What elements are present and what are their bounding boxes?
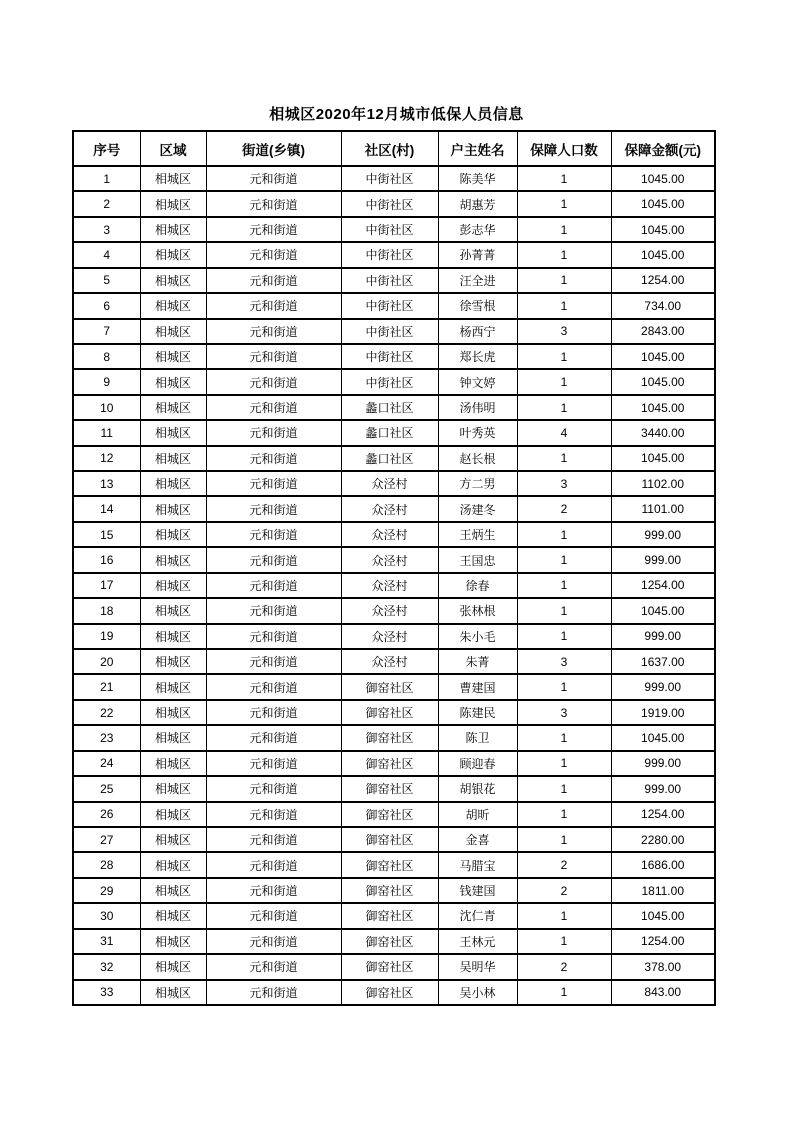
cell-householder-name: 王林元	[438, 929, 517, 954]
cell-benefit-amount: 1045.00	[611, 217, 715, 242]
cell-serial-number: 33	[73, 980, 140, 1006]
cell-serial-number: 23	[73, 725, 140, 750]
cell-serial-number: 1	[73, 166, 140, 191]
cell-community-village: 中街社区	[341, 293, 438, 318]
cell-householder-name: 陈建民	[438, 700, 517, 725]
cell-serial-number: 12	[73, 446, 140, 471]
cell-benefit-amount: 1045.00	[611, 446, 715, 471]
cell-covered-population: 2	[517, 878, 611, 903]
cell-community-village: 中街社区	[341, 369, 438, 394]
cell-serial-number: 26	[73, 802, 140, 827]
cell-benefit-amount: 3440.00	[611, 420, 715, 445]
cell-benefit-amount: 1637.00	[611, 649, 715, 674]
cell-benefit-amount: 1045.00	[611, 242, 715, 267]
cell-community-village: 御窑社区	[341, 852, 438, 877]
table-row	[73, 598, 715, 623]
cell-street-township: 元和街道	[206, 217, 341, 242]
cell-street-township: 元和街道	[206, 522, 341, 547]
column-header-region: 区域	[140, 131, 206, 166]
cell-householder-name: 孙菁菁	[438, 242, 517, 267]
table-row	[73, 319, 715, 344]
cell-covered-population: 1	[517, 776, 611, 801]
cell-benefit-amount: 2280.00	[611, 827, 715, 852]
cell-benefit-amount: 1045.00	[611, 344, 715, 369]
cell-community-village: 御窑社区	[341, 751, 438, 776]
table-row	[73, 522, 715, 547]
cell-street-township: 元和街道	[206, 319, 341, 344]
cell-householder-name: 吴小林	[438, 980, 517, 1006]
cell-street-township: 元和街道	[206, 471, 341, 496]
cell-street-township: 元和街道	[206, 344, 341, 369]
cell-covered-population: 1	[517, 751, 611, 776]
table-row	[73, 166, 715, 191]
cell-serial-number: 4	[73, 242, 140, 267]
cell-street-township: 元和街道	[206, 776, 341, 801]
column-header-covered-population: 保障人口数	[517, 131, 611, 166]
cell-covered-population: 1	[517, 802, 611, 827]
cell-street-township: 元和街道	[206, 166, 341, 191]
column-header-serial-number: 序号	[73, 131, 140, 166]
table-row	[73, 217, 715, 242]
column-header-community-village: 社区(村)	[341, 131, 438, 166]
table-row	[73, 700, 715, 725]
cell-community-village: 中街社区	[341, 217, 438, 242]
cell-covered-population: 1	[517, 217, 611, 242]
table-row	[73, 649, 715, 674]
cell-benefit-amount: 2843.00	[611, 319, 715, 344]
cell-community-village: 中街社区	[341, 268, 438, 293]
cell-street-township: 元和街道	[206, 293, 341, 318]
cell-serial-number: 15	[73, 522, 140, 547]
table-row	[73, 293, 715, 318]
cell-covered-population: 1	[517, 624, 611, 649]
table-row	[73, 446, 715, 471]
cell-community-village: 蠡口社区	[341, 446, 438, 471]
cell-serial-number: 13	[73, 471, 140, 496]
cell-householder-name: 方二男	[438, 471, 517, 496]
cell-community-village: 中街社区	[341, 166, 438, 191]
cell-householder-name: 马腊宝	[438, 852, 517, 877]
cell-street-township: 元和街道	[206, 420, 341, 445]
cell-region: 相城区	[140, 496, 206, 521]
cell-community-village: 御窑社区	[341, 776, 438, 801]
cell-householder-name: 沈仁青	[438, 903, 517, 928]
cell-street-township: 元和街道	[206, 624, 341, 649]
cell-benefit-amount: 999.00	[611, 776, 715, 801]
cell-benefit-amount: 1045.00	[611, 191, 715, 216]
cell-householder-name: 王炳生	[438, 522, 517, 547]
cell-street-township: 元和街道	[206, 751, 341, 776]
cell-street-township: 元和街道	[206, 903, 341, 928]
cell-serial-number: 11	[73, 420, 140, 445]
cell-serial-number: 32	[73, 954, 140, 979]
cell-householder-name: 曹建国	[438, 674, 517, 699]
cell-community-village: 蠡口社区	[341, 420, 438, 445]
cell-covered-population: 1	[517, 242, 611, 267]
table-header-row	[73, 131, 715, 166]
cell-serial-number: 16	[73, 547, 140, 572]
table-row	[73, 268, 715, 293]
cell-householder-name: 陈卫	[438, 725, 517, 750]
cell-householder-name: 徐雪根	[438, 293, 517, 318]
cell-region: 相城区	[140, 369, 206, 394]
cell-serial-number: 6	[73, 293, 140, 318]
cell-serial-number: 5	[73, 268, 140, 293]
cell-street-township: 元和街道	[206, 598, 341, 623]
column-header-street-township: 街道(乡镇)	[206, 131, 341, 166]
cell-street-township: 元和街道	[206, 878, 341, 903]
cell-community-village: 中街社区	[341, 242, 438, 267]
table-row	[73, 624, 715, 649]
table-row	[73, 903, 715, 928]
cell-householder-name: 赵长根	[438, 446, 517, 471]
table-row	[73, 954, 715, 979]
cell-street-township: 元和街道	[206, 852, 341, 877]
cell-region: 相城区	[140, 852, 206, 877]
cell-benefit-amount: 999.00	[611, 522, 715, 547]
cell-serial-number: 2	[73, 191, 140, 216]
cell-serial-number: 27	[73, 827, 140, 852]
cell-community-village: 众泾村	[341, 598, 438, 623]
table-row	[73, 344, 715, 369]
table-row	[73, 242, 715, 267]
cell-covered-population: 1	[517, 903, 611, 928]
cell-serial-number: 20	[73, 649, 140, 674]
cell-serial-number: 8	[73, 344, 140, 369]
cell-covered-population: 1	[517, 929, 611, 954]
cell-region: 相城区	[140, 674, 206, 699]
table-row	[73, 776, 715, 801]
cell-community-village: 众泾村	[341, 624, 438, 649]
cell-covered-population: 1	[517, 446, 611, 471]
cell-benefit-amount: 1919.00	[611, 700, 715, 725]
cell-householder-name: 金喜	[438, 827, 517, 852]
column-header-householder-name: 户主姓名	[438, 131, 517, 166]
cell-region: 相城区	[140, 751, 206, 776]
cell-community-village: 众泾村	[341, 649, 438, 674]
cell-community-village: 御窑社区	[341, 802, 438, 827]
table-body	[73, 166, 715, 1005]
cell-community-village: 众泾村	[341, 471, 438, 496]
table-row	[73, 395, 715, 420]
cell-householder-name: 汤伟明	[438, 395, 517, 420]
cell-serial-number: 30	[73, 903, 140, 928]
cell-region: 相城区	[140, 954, 206, 979]
cell-street-township: 元和街道	[206, 700, 341, 725]
cell-benefit-amount: 1045.00	[611, 369, 715, 394]
cell-householder-name: 胡昕	[438, 802, 517, 827]
cell-covered-population: 1	[517, 598, 611, 623]
cell-benefit-amount: 999.00	[611, 674, 715, 699]
table-row	[73, 674, 715, 699]
cell-region: 相城区	[140, 827, 206, 852]
cell-covered-population: 1	[517, 827, 611, 852]
cell-householder-name: 朱小毛	[438, 624, 517, 649]
cell-covered-population: 3	[517, 649, 611, 674]
cell-householder-name: 郑长虎	[438, 344, 517, 369]
cell-householder-name: 钟文婷	[438, 369, 517, 394]
cell-covered-population: 1	[517, 369, 611, 394]
cell-region: 相城区	[140, 268, 206, 293]
cell-covered-population: 1	[517, 522, 611, 547]
cell-householder-name: 彭志华	[438, 217, 517, 242]
cell-region: 相城区	[140, 522, 206, 547]
cell-benefit-amount: 1254.00	[611, 802, 715, 827]
cell-street-township: 元和街道	[206, 649, 341, 674]
cell-serial-number: 29	[73, 878, 140, 903]
cell-householder-name: 钱建国	[438, 878, 517, 903]
table-row	[73, 496, 715, 521]
cell-community-village: 众泾村	[341, 522, 438, 547]
cell-covered-population: 1	[517, 573, 611, 598]
column-header-benefit-amount: 保障金额(元)	[611, 131, 715, 166]
cell-street-township: 元和街道	[206, 674, 341, 699]
cell-community-village: 御窑社区	[341, 903, 438, 928]
cell-covered-population: 2	[517, 496, 611, 521]
cell-region: 相城区	[140, 547, 206, 572]
page-title: 相城区2020年12月城市低保人员信息	[269, 106, 524, 123]
cell-region: 相城区	[140, 700, 206, 725]
cell-region: 相城区	[140, 319, 206, 344]
table-row	[73, 980, 715, 1006]
cell-street-township: 元和街道	[206, 268, 341, 293]
cell-householder-name: 朱菁	[438, 649, 517, 674]
cell-covered-population: 1	[517, 395, 611, 420]
cell-region: 相城区	[140, 598, 206, 623]
cell-community-village: 中街社区	[341, 191, 438, 216]
cell-street-township: 元和街道	[206, 573, 341, 598]
cell-benefit-amount: 1102.00	[611, 471, 715, 496]
cell-benefit-amount: 1254.00	[611, 573, 715, 598]
cell-community-village: 御窑社区	[341, 980, 438, 1006]
cell-community-village: 御窑社区	[341, 674, 438, 699]
cell-covered-population: 2	[517, 954, 611, 979]
cell-householder-name: 王国忠	[438, 547, 517, 572]
cell-benefit-amount: 843.00	[611, 980, 715, 1006]
cell-householder-name: 汤建冬	[438, 496, 517, 521]
cell-householder-name: 吴明华	[438, 954, 517, 979]
cell-benefit-amount: 999.00	[611, 624, 715, 649]
cell-region: 相城区	[140, 903, 206, 928]
cell-region: 相城区	[140, 217, 206, 242]
cell-region: 相城区	[140, 776, 206, 801]
cell-region: 相城区	[140, 471, 206, 496]
cell-street-township: 元和街道	[206, 242, 341, 267]
cell-region: 相城区	[140, 395, 206, 420]
cell-region: 相城区	[140, 166, 206, 191]
cell-street-township: 元和街道	[206, 547, 341, 572]
cell-serial-number: 7	[73, 319, 140, 344]
cell-covered-population: 3	[517, 700, 611, 725]
cell-region: 相城区	[140, 624, 206, 649]
cell-covered-population: 1	[517, 344, 611, 369]
cell-serial-number: 22	[73, 700, 140, 725]
cell-region: 相城区	[140, 242, 206, 267]
cell-street-township: 元和街道	[206, 725, 341, 750]
cell-street-township: 元和街道	[206, 980, 341, 1006]
cell-householder-name: 汪全进	[438, 268, 517, 293]
cell-region: 相城区	[140, 573, 206, 598]
cell-region: 相城区	[140, 649, 206, 674]
cell-benefit-amount: 999.00	[611, 751, 715, 776]
cell-street-township: 元和街道	[206, 395, 341, 420]
cell-covered-population: 1	[517, 725, 611, 750]
cell-community-village: 御窑社区	[341, 954, 438, 979]
cell-region: 相城区	[140, 878, 206, 903]
cell-community-village: 御窑社区	[341, 827, 438, 852]
cell-serial-number: 18	[73, 598, 140, 623]
table-row	[73, 369, 715, 394]
cell-community-village: 众泾村	[341, 573, 438, 598]
cell-region: 相城区	[140, 980, 206, 1006]
table-row	[73, 471, 715, 496]
cell-covered-population: 1	[517, 293, 611, 318]
cell-householder-name: 胡惠芳	[438, 191, 517, 216]
cell-householder-name: 陈美华	[438, 166, 517, 191]
cell-householder-name: 胡银花	[438, 776, 517, 801]
cell-benefit-amount: 1045.00	[611, 166, 715, 191]
cell-serial-number: 31	[73, 929, 140, 954]
cell-benefit-amount: 1045.00	[611, 903, 715, 928]
cell-covered-population: 1	[517, 268, 611, 293]
cell-serial-number: 19	[73, 624, 140, 649]
cell-benefit-amount: 1045.00	[611, 725, 715, 750]
cell-benefit-amount: 1045.00	[611, 598, 715, 623]
cell-serial-number: 28	[73, 852, 140, 877]
table-row	[73, 852, 715, 877]
cell-serial-number: 25	[73, 776, 140, 801]
cell-covered-population: 1	[517, 191, 611, 216]
cell-benefit-amount: 1686.00	[611, 852, 715, 877]
cell-street-township: 元和街道	[206, 369, 341, 394]
cell-serial-number: 24	[73, 751, 140, 776]
cell-region: 相城区	[140, 725, 206, 750]
cell-street-township: 元和街道	[206, 191, 341, 216]
cell-covered-population: 1	[517, 166, 611, 191]
table-row	[73, 547, 715, 572]
cell-community-village: 中街社区	[341, 319, 438, 344]
cell-covered-population: 4	[517, 420, 611, 445]
welfare-table	[72, 130, 716, 1006]
cell-benefit-amount: 1811.00	[611, 878, 715, 903]
table-row	[73, 573, 715, 598]
table-row	[73, 191, 715, 216]
table-row	[73, 878, 715, 903]
table-row	[73, 827, 715, 852]
cell-community-village: 中街社区	[341, 344, 438, 369]
cell-street-township: 元和街道	[206, 446, 341, 471]
cell-householder-name: 顾迎春	[438, 751, 517, 776]
cell-benefit-amount: 378.00	[611, 954, 715, 979]
cell-benefit-amount: 1254.00	[611, 929, 715, 954]
table-row	[73, 929, 715, 954]
cell-serial-number: 10	[73, 395, 140, 420]
cell-community-village: 众泾村	[341, 496, 438, 521]
cell-community-village: 御窑社区	[341, 878, 438, 903]
cell-street-township: 元和街道	[206, 496, 341, 521]
cell-householder-name: 叶秀英	[438, 420, 517, 445]
cell-benefit-amount: 734.00	[611, 293, 715, 318]
table-row	[73, 420, 715, 445]
cell-community-village: 众泾村	[341, 547, 438, 572]
cell-serial-number: 21	[73, 674, 140, 699]
cell-region: 相城区	[140, 929, 206, 954]
cell-covered-population: 1	[517, 547, 611, 572]
cell-region: 相城区	[140, 344, 206, 369]
cell-serial-number: 14	[73, 496, 140, 521]
cell-community-village: 御窑社区	[341, 725, 438, 750]
cell-covered-population: 2	[517, 852, 611, 877]
cell-community-village: 御窑社区	[341, 700, 438, 725]
cell-region: 相城区	[140, 446, 206, 471]
cell-covered-population: 3	[517, 471, 611, 496]
table-row	[73, 802, 715, 827]
cell-street-township: 元和街道	[206, 954, 341, 979]
cell-benefit-amount: 1045.00	[611, 395, 715, 420]
cell-householder-name: 张林根	[438, 598, 517, 623]
cell-region: 相城区	[140, 293, 206, 318]
cell-householder-name: 杨西宁	[438, 319, 517, 344]
cell-community-village: 蠡口社区	[341, 395, 438, 420]
cell-benefit-amount: 1101.00	[611, 496, 715, 521]
table-row	[73, 751, 715, 776]
cell-householder-name: 徐春	[438, 573, 517, 598]
cell-street-township: 元和街道	[206, 929, 341, 954]
table-row	[73, 725, 715, 750]
cell-community-village: 御窑社区	[341, 929, 438, 954]
cell-serial-number: 9	[73, 369, 140, 394]
cell-covered-population: 3	[517, 319, 611, 344]
cell-benefit-amount: 999.00	[611, 547, 715, 572]
cell-covered-population: 1	[517, 674, 611, 699]
cell-region: 相城区	[140, 420, 206, 445]
cell-covered-population: 1	[517, 980, 611, 1006]
cell-serial-number: 3	[73, 217, 140, 242]
cell-street-township: 元和街道	[206, 802, 341, 827]
cell-region: 相城区	[140, 191, 206, 216]
cell-street-township: 元和街道	[206, 827, 341, 852]
cell-serial-number: 17	[73, 573, 140, 598]
cell-benefit-amount: 1254.00	[611, 268, 715, 293]
cell-region: 相城区	[140, 802, 206, 827]
